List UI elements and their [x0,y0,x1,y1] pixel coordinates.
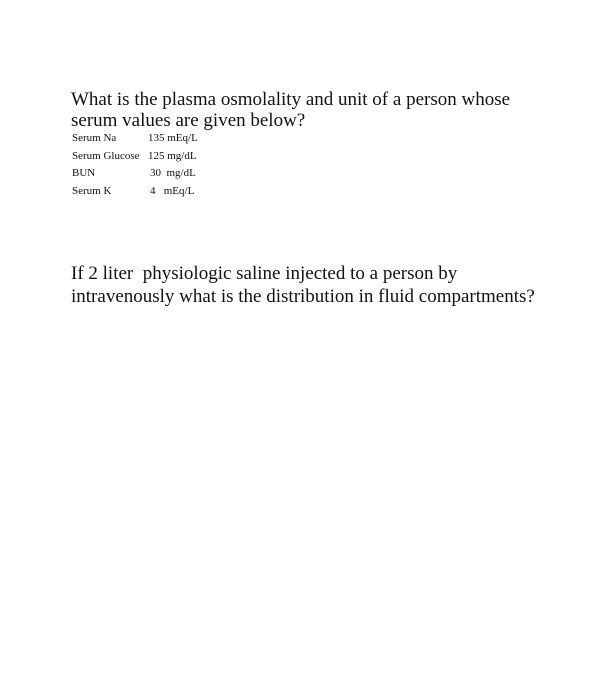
serum-value-amount: 30 mg/dL [150,167,196,179]
question-1-line-2: serum values are given below? [71,110,306,131]
serum-value-amount: 125 mg/dL [148,149,197,162]
serum-value-label: BUN [72,167,96,179]
serum-value-amount: 135 mEq/L [148,132,198,144]
serum-value-amount: 4 mEq/L [150,184,195,197]
question-2-line-1: If 2 liter physiologic saline injected to a person by [71,263,458,284]
question-1 [71,89,571,131]
question-2-line-2: intravenously what is the distribution in fluid compartments? [71,286,535,307]
question-1-line-1: What is the plasma osmolality and unit of a person whose [71,89,511,110]
serum-value-label: Serum Na [72,132,117,144]
question-2 [71,262,591,308]
serum-value-label: Serum K [72,184,112,197]
serum-value-label: Serum Glucose [72,149,140,162]
